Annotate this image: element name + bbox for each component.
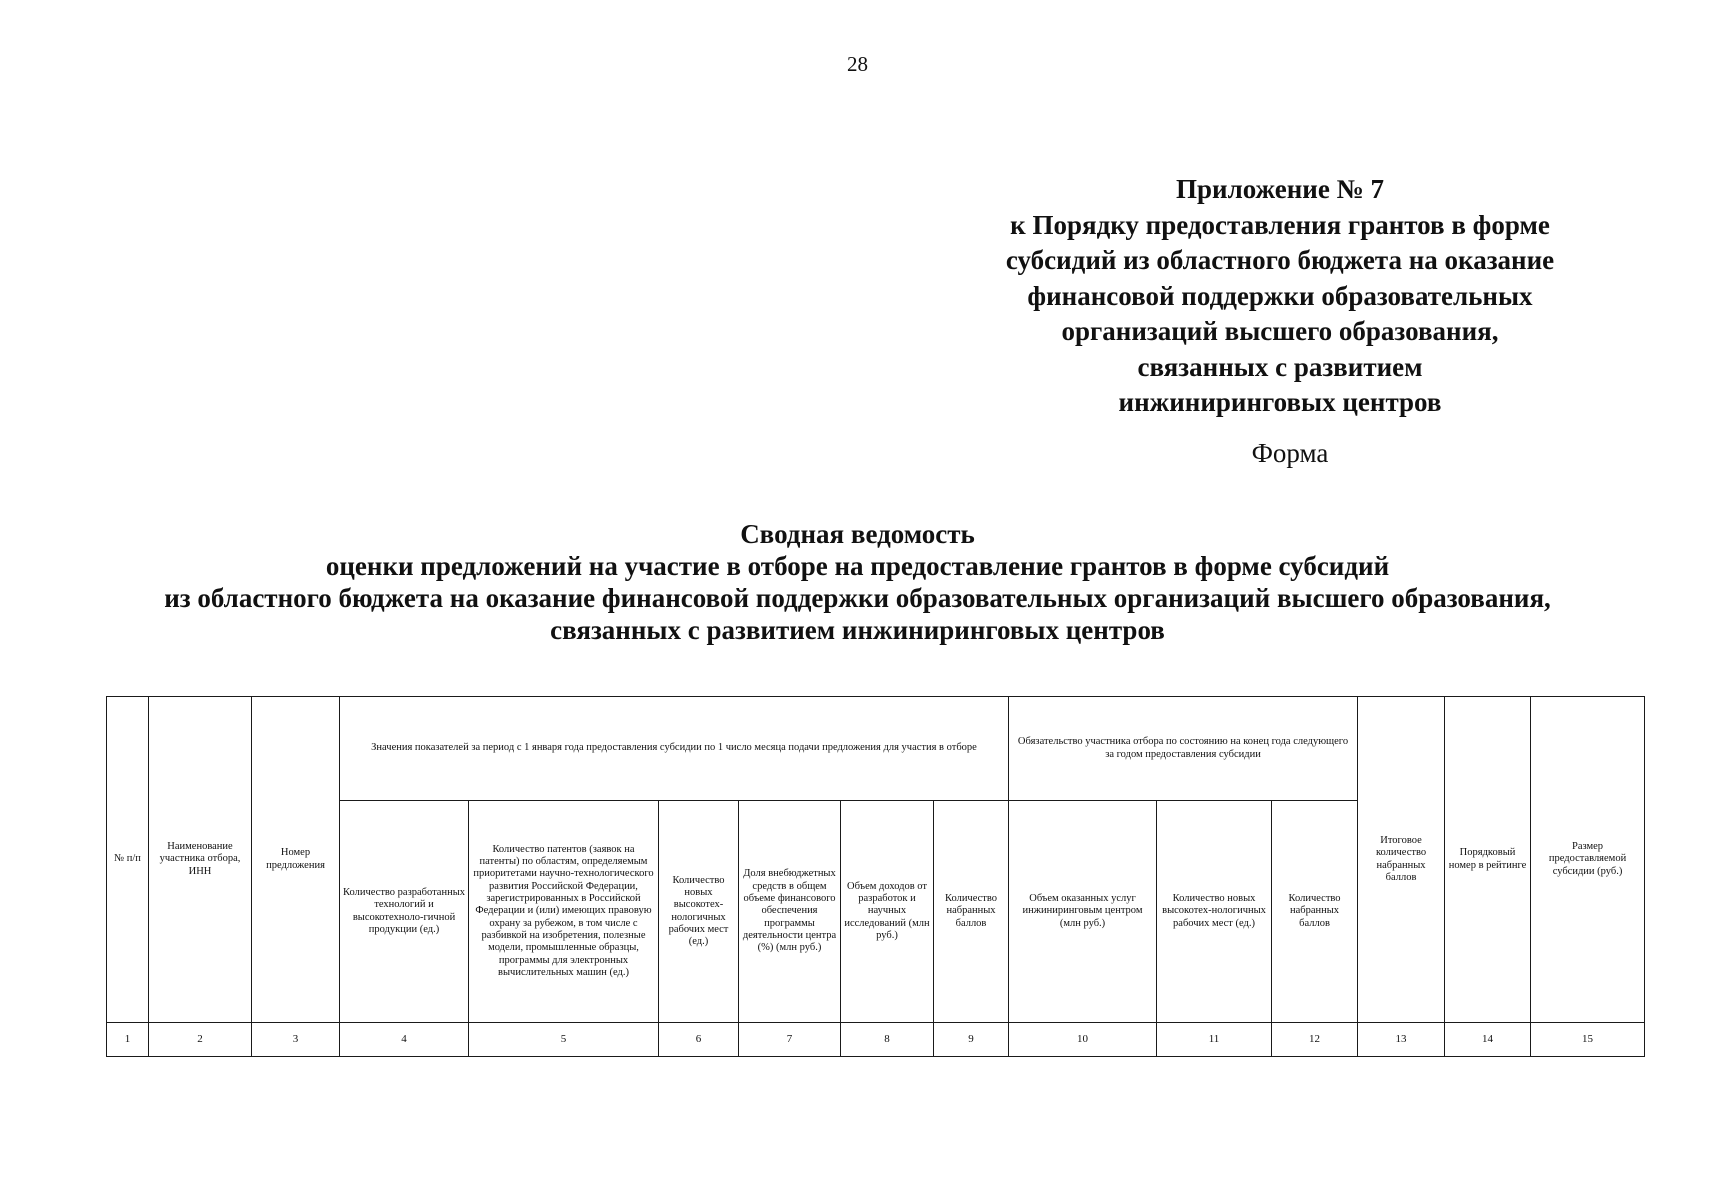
appendix-line: связанных с развитием [1137,351,1423,382]
column-number-cell: 12 [1272,1023,1358,1057]
appendix-header [970,172,1590,421]
column-number-cell: 10 [1009,1023,1157,1057]
header-cell-points: Количество набранных баллов [934,801,1009,1023]
header-cell-obligation-points: Количество набранных баллов [1272,801,1358,1023]
column-number-cell: 11 [1157,1023,1272,1057]
page-number: 28 [847,52,868,76]
header-group-obligations: Обязательство участника отбора по состоянию на конец года следующего за годом предоставления субсидии [1009,697,1358,801]
header-cell-technologies: Количество разработанных технологий и высокотехноло-гичной продукции (ед.) [340,801,469,1023]
appendix-line: к Порядку предоставления грантов в форме [1010,209,1550,240]
column-number-cell: 9 [934,1023,1009,1057]
table-header-row [107,697,1645,801]
header-cell-income-volume: Объем доходов от разработок и научных исследований (млн руб.) [841,801,934,1023]
title-line: связанных с развитием инжиниринговых центров [550,615,1165,645]
column-number-cell: 5 [469,1023,659,1057]
appendix-line: финансовой поддержки образовательных [1027,280,1533,311]
appendix-line: субсидий из областного бюджета на оказание [1005,245,1555,275]
header-cell-services-volume: Объем оказанных услуг инжиниринговым центром (млн руб.) [1009,801,1157,1023]
appendix-line: организаций высшего образования, [1061,316,1499,346]
header-cell-obligation-new-jobs: Количество новых высокотех-нологичных рабочих мест (ед.) [1157,801,1272,1023]
column-number-cell: 8 [841,1023,934,1057]
column-number-cell: 7 [739,1023,841,1057]
title-line: Сводная ведомость [740,519,975,549]
document-title [60,518,1655,646]
header-cell-subsidy-amount: Размер предоставляемой субсидии (руб.) [1531,697,1645,1023]
column-number-cell: 13 [1358,1023,1445,1057]
header-cell-number: № п/п [107,697,149,1023]
column-number-cell: 15 [1531,1023,1645,1057]
column-number-cell: 1 [107,1023,149,1057]
appendix-line: инжиниринговых центров [1118,387,1442,417]
summary-table [106,696,1645,1057]
column-number-cell: 3 [252,1023,340,1057]
header-cell-proposal-number: Номер предложения [252,697,340,1023]
column-number-cell: 2 [149,1023,252,1057]
header-cell-patents: Количество патентов (заявок на патенты) по областям, определяемым приоритетами научно-технологического развития Российской Федерации, зарегистрированных в Российской Федерации и (или) имеющих правовую охрану за рубежом, в том числе с разбивкой на изобретения, полезные модели, промышленные образцы, программы для электронных вычислительных машин (ед.) [469,801,659,1023]
header-cell-new-jobs: Количество новых высокотех-нологичных рабочих мест (ед.) [659,801,739,1023]
column-number-cell: 14 [1445,1023,1531,1057]
form-label: Форма [1251,438,1329,468]
header-cell-extrabudgetary-share: Доля внебюджетных средств в общем объеме финансового обеспечения программы деятельности центра (%) (млн руб.) [739,801,841,1023]
header-cell-total-points: Итоговое количество набранных баллов [1358,697,1445,1023]
header-cell-rating-number: Порядковый номер в рейтинге [1445,697,1531,1023]
column-number-cell: 6 [659,1023,739,1057]
table-row [107,1023,1645,1057]
header-group-indicators: Значения показателей за период с 1 января года предоставления субсидии по 1 число месяца подачи предложения для участия в отборе [340,697,1009,801]
appendix-line: Приложение № 7 [1176,174,1384,204]
column-number-cell: 4 [340,1023,469,1057]
header-cell-participant: Наименование участника отбора, ИНН [149,697,252,1023]
title-line: оценки предложений на участие в отборе на предоставление грантов в форме субсидий [325,551,1390,581]
title-line: из областного бюджета на оказание финансовой поддержки образовательных организаций высшего образования, [164,583,1551,613]
